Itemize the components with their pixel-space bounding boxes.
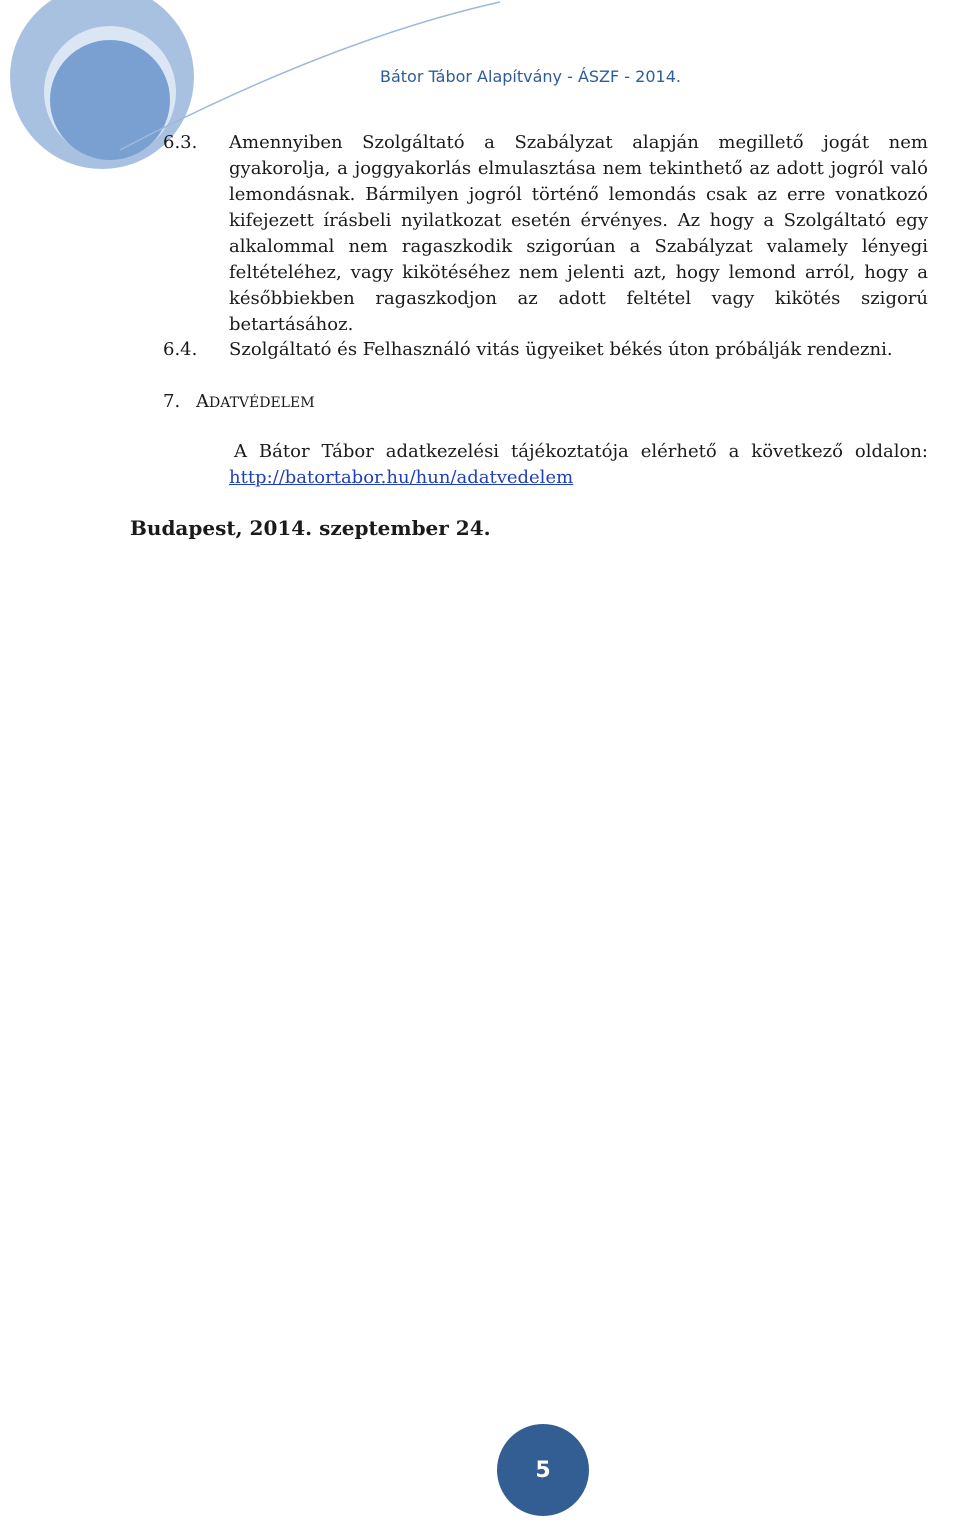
- decor-inner-circle: [50, 40, 170, 160]
- signoff-place-date: Budapest, 2014. szeptember 24.: [130, 516, 491, 540]
- section-number-6-3: 6.3.: [163, 132, 198, 153]
- section-text-6-3: Amennyiben Szolgáltató a Szabályzat alapján megillető jogát nem gyakorolja, a joggyakorlás elmulasztása nem tekinthető az adott jogról való lemondásnak. Bármilyen jogról történő lemondás csak az erre vonatkozó kifejezett írásbeli nyilatkozat esetén érvényes. Az hogy a Szolgáltató egy alkalommal nem ragaszkodik szigorúan a Szabályzat valamely lényegi feltételéhez, vagy kikötéséhez nem jelenti azt, hogy lemond arról, hogy a későbbiekben ragaszkodjon az adott feltétel vagy kikötés szigorú betartásához.: [229, 132, 928, 335]
- heading-rest: DATVÉDELEM: [209, 395, 315, 411]
- privacy-text: A Bátor Tábor adatkezelési tájékoztatója elérhető a következő oldalon:: [234, 441, 928, 462]
- privacy-paragraph: [229, 439, 928, 491]
- section-number-6-4: 6.4.: [163, 339, 198, 360]
- privacy-link[interactable]: http://batortabor.hu/hun/adatvedelem: [229, 467, 574, 488]
- page-number-badge: [497, 1424, 589, 1516]
- section-text-6-4: Szolgáltató és Felhasználó vitás ügyeiket békés úton próbálják rendezni.: [229, 339, 893, 360]
- section-heading-adatvedelem: [196, 389, 315, 416]
- page-number: 5: [535, 1457, 551, 1483]
- section-number-7: 7.: [163, 391, 181, 412]
- heading-initial: A: [196, 391, 209, 412]
- document-header-title: Bátor Tábor Alapítvány - ÁSZF - 2014.: [380, 67, 681, 86]
